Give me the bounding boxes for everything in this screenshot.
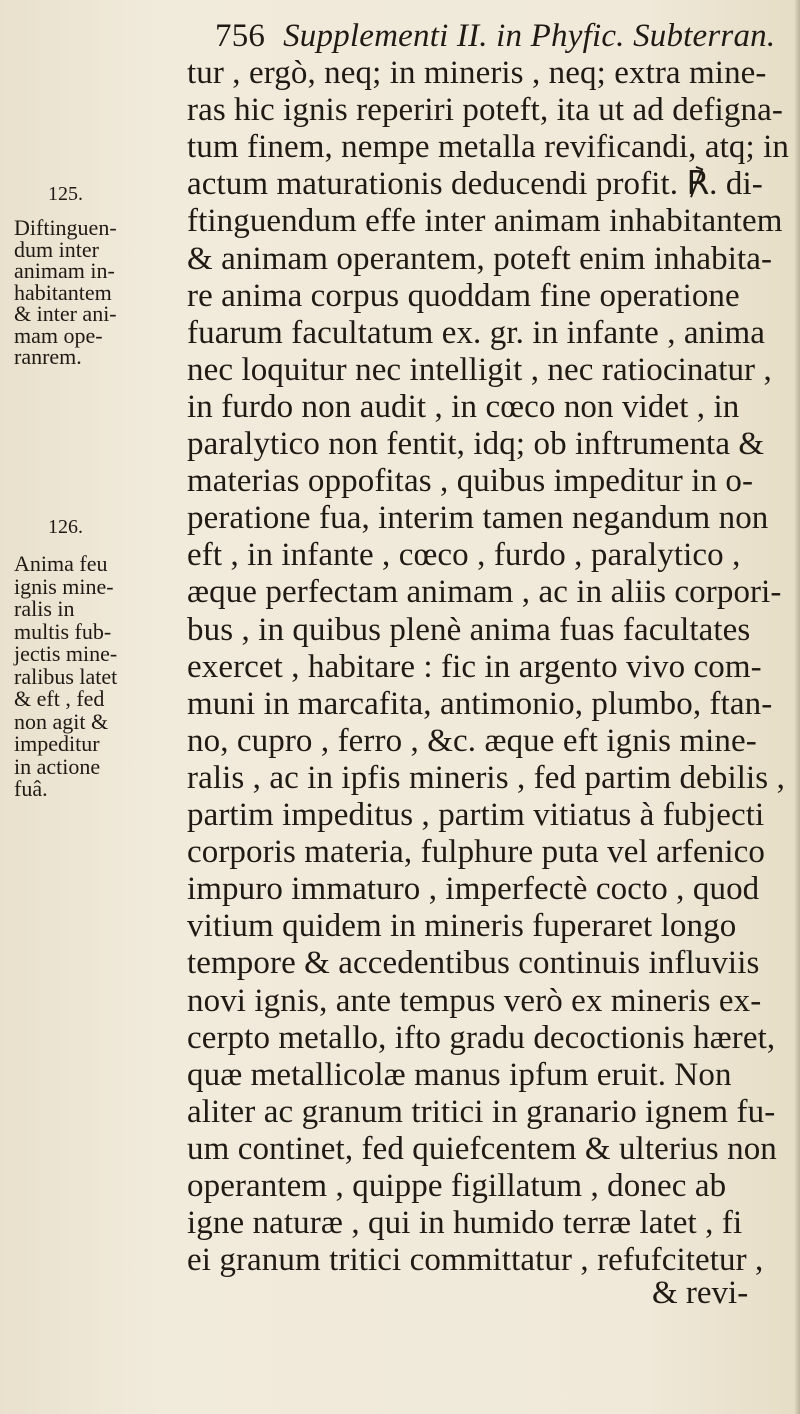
margin-note-line: & inter ani- [14, 301, 117, 326]
margin-note-line: Diftinguen- [14, 215, 117, 240]
text-line: bus , in quibus plenè anima fuas facultates [187, 611, 751, 648]
text-line: partim impeditus , partim vitiatus à fubjecti [187, 797, 765, 833]
margin-note-line: ralibus latet [14, 663, 118, 689]
margin-note-line: animam in- [14, 258, 115, 283]
margin-note-line: non agit & [14, 708, 109, 734]
running-head-title: Supplementi II. in Phyfic. Subterran. [283, 18, 776, 54]
text-line: tempore & accedentibus continuis influviis [187, 945, 760, 982]
text-line: um continet, fed quiefcentem & ulterius non [187, 1130, 777, 1167]
text-line: & animam operantem, poteft enim inhabita- [187, 240, 773, 277]
text-line: re anima corpus quoddam fine operatione [187, 277, 740, 314]
text-line: quæ metallicolæ manus ipfum eruit. Non [187, 1056, 732, 1093]
text-line: materias oppofitas , quibus impeditur in o- [187, 463, 754, 500]
text-line: ei granum tritici committatur , refufcitetur , [187, 1242, 764, 1279]
text-line: tur , ergò, neq; in mineris , neq; extra mine- [187, 55, 767, 91]
text-line: nec loquitur nec intelligit , nec ratiocinatur , [187, 351, 772, 388]
text-line: vitium quidem in mineris fuperaret longo [187, 908, 737, 945]
text-line: novi ignis, ante tempus verò ex mineris ex- [187, 982, 762, 1019]
margin-number-126: 126. [48, 516, 83, 538]
text-line: operantem , quippe figillatum , donec ab [187, 1168, 727, 1204]
page-edge-shadow [794, 0, 800, 1414]
text-line: in furdo non audit , in cœco non videt , in [187, 388, 740, 425]
catchword: & revi- [652, 1275, 749, 1311]
margin-note-line: ranrem. [14, 344, 82, 369]
text-line: æque perfectam animam , ac in aliis corpori- [187, 574, 782, 611]
text-line: impuro immaturo , imperfectè cocto , quod [187, 871, 760, 908]
margin-note-line: dum inter [14, 236, 99, 262]
margin-note-line: jectis mine- [14, 641, 118, 666]
text-line: igne naturæ , qui in humido terræ latet , fi [187, 1205, 743, 1242]
margin-note-line: habitantem [14, 279, 112, 305]
running-head [215, 18, 775, 55]
margin-note-line: fuâ. [14, 776, 48, 801]
text-line: eft , in infante , cœco , furdo , paralytico , [187, 537, 741, 574]
text-line: actum maturationis deducendi profit. ℟. di- [187, 166, 763, 203]
margin-note-line: mam ope- [14, 322, 103, 348]
text-line: fuarum facultatum ex. gr. in infante , anima [187, 314, 766, 351]
margin-note-line: & eft , fed [14, 686, 105, 711]
text-line: paralytico non fentit, idq; ob inftrumenta & [187, 426, 765, 462]
text-line: no, cupro , ferro , &c. æque eft ignis mine- [187, 722, 757, 759]
margin-note-line: ralis in [14, 596, 75, 621]
margin-note-line: impeditur [14, 731, 100, 756]
margin-number-125: 125. [48, 183, 83, 205]
text-line: ras hic ignis reperiri poteft, ita ut ad defigna- [187, 92, 783, 129]
text-line: ralis , ac in ipfis mineris , fed partim debilis , [187, 759, 785, 796]
text-line: cerpto metallo, ifto gradu decoctionis hæret, [187, 1019, 776, 1056]
margin-note-line: multis fub- [14, 618, 112, 644]
margin-note-line: in actione [14, 753, 101, 779]
text-line: peratione fua, interim tamen negandum non [187, 500, 769, 537]
text-line: ftinguendum effe inter animam inhabitantem [187, 203, 783, 240]
text-line: exercet , habitare : fic in argento vivo com- [187, 648, 762, 685]
page-number: 756 [215, 18, 266, 54]
text-line: aliter ac granum tritici in granario ignem fu- [187, 1093, 776, 1130]
text-line: tum finem, nempe metalla revificandi, atq; in [187, 129, 789, 166]
text-line: muni in marcafita, antimonio, plumbo, ftan- [187, 685, 773, 722]
margin-note-line: ignis mine- [14, 573, 114, 599]
text-line: corporis materia, fulphure puta vel arfenico [187, 834, 765, 871]
margin-note-line: Anima feu [14, 551, 108, 576]
